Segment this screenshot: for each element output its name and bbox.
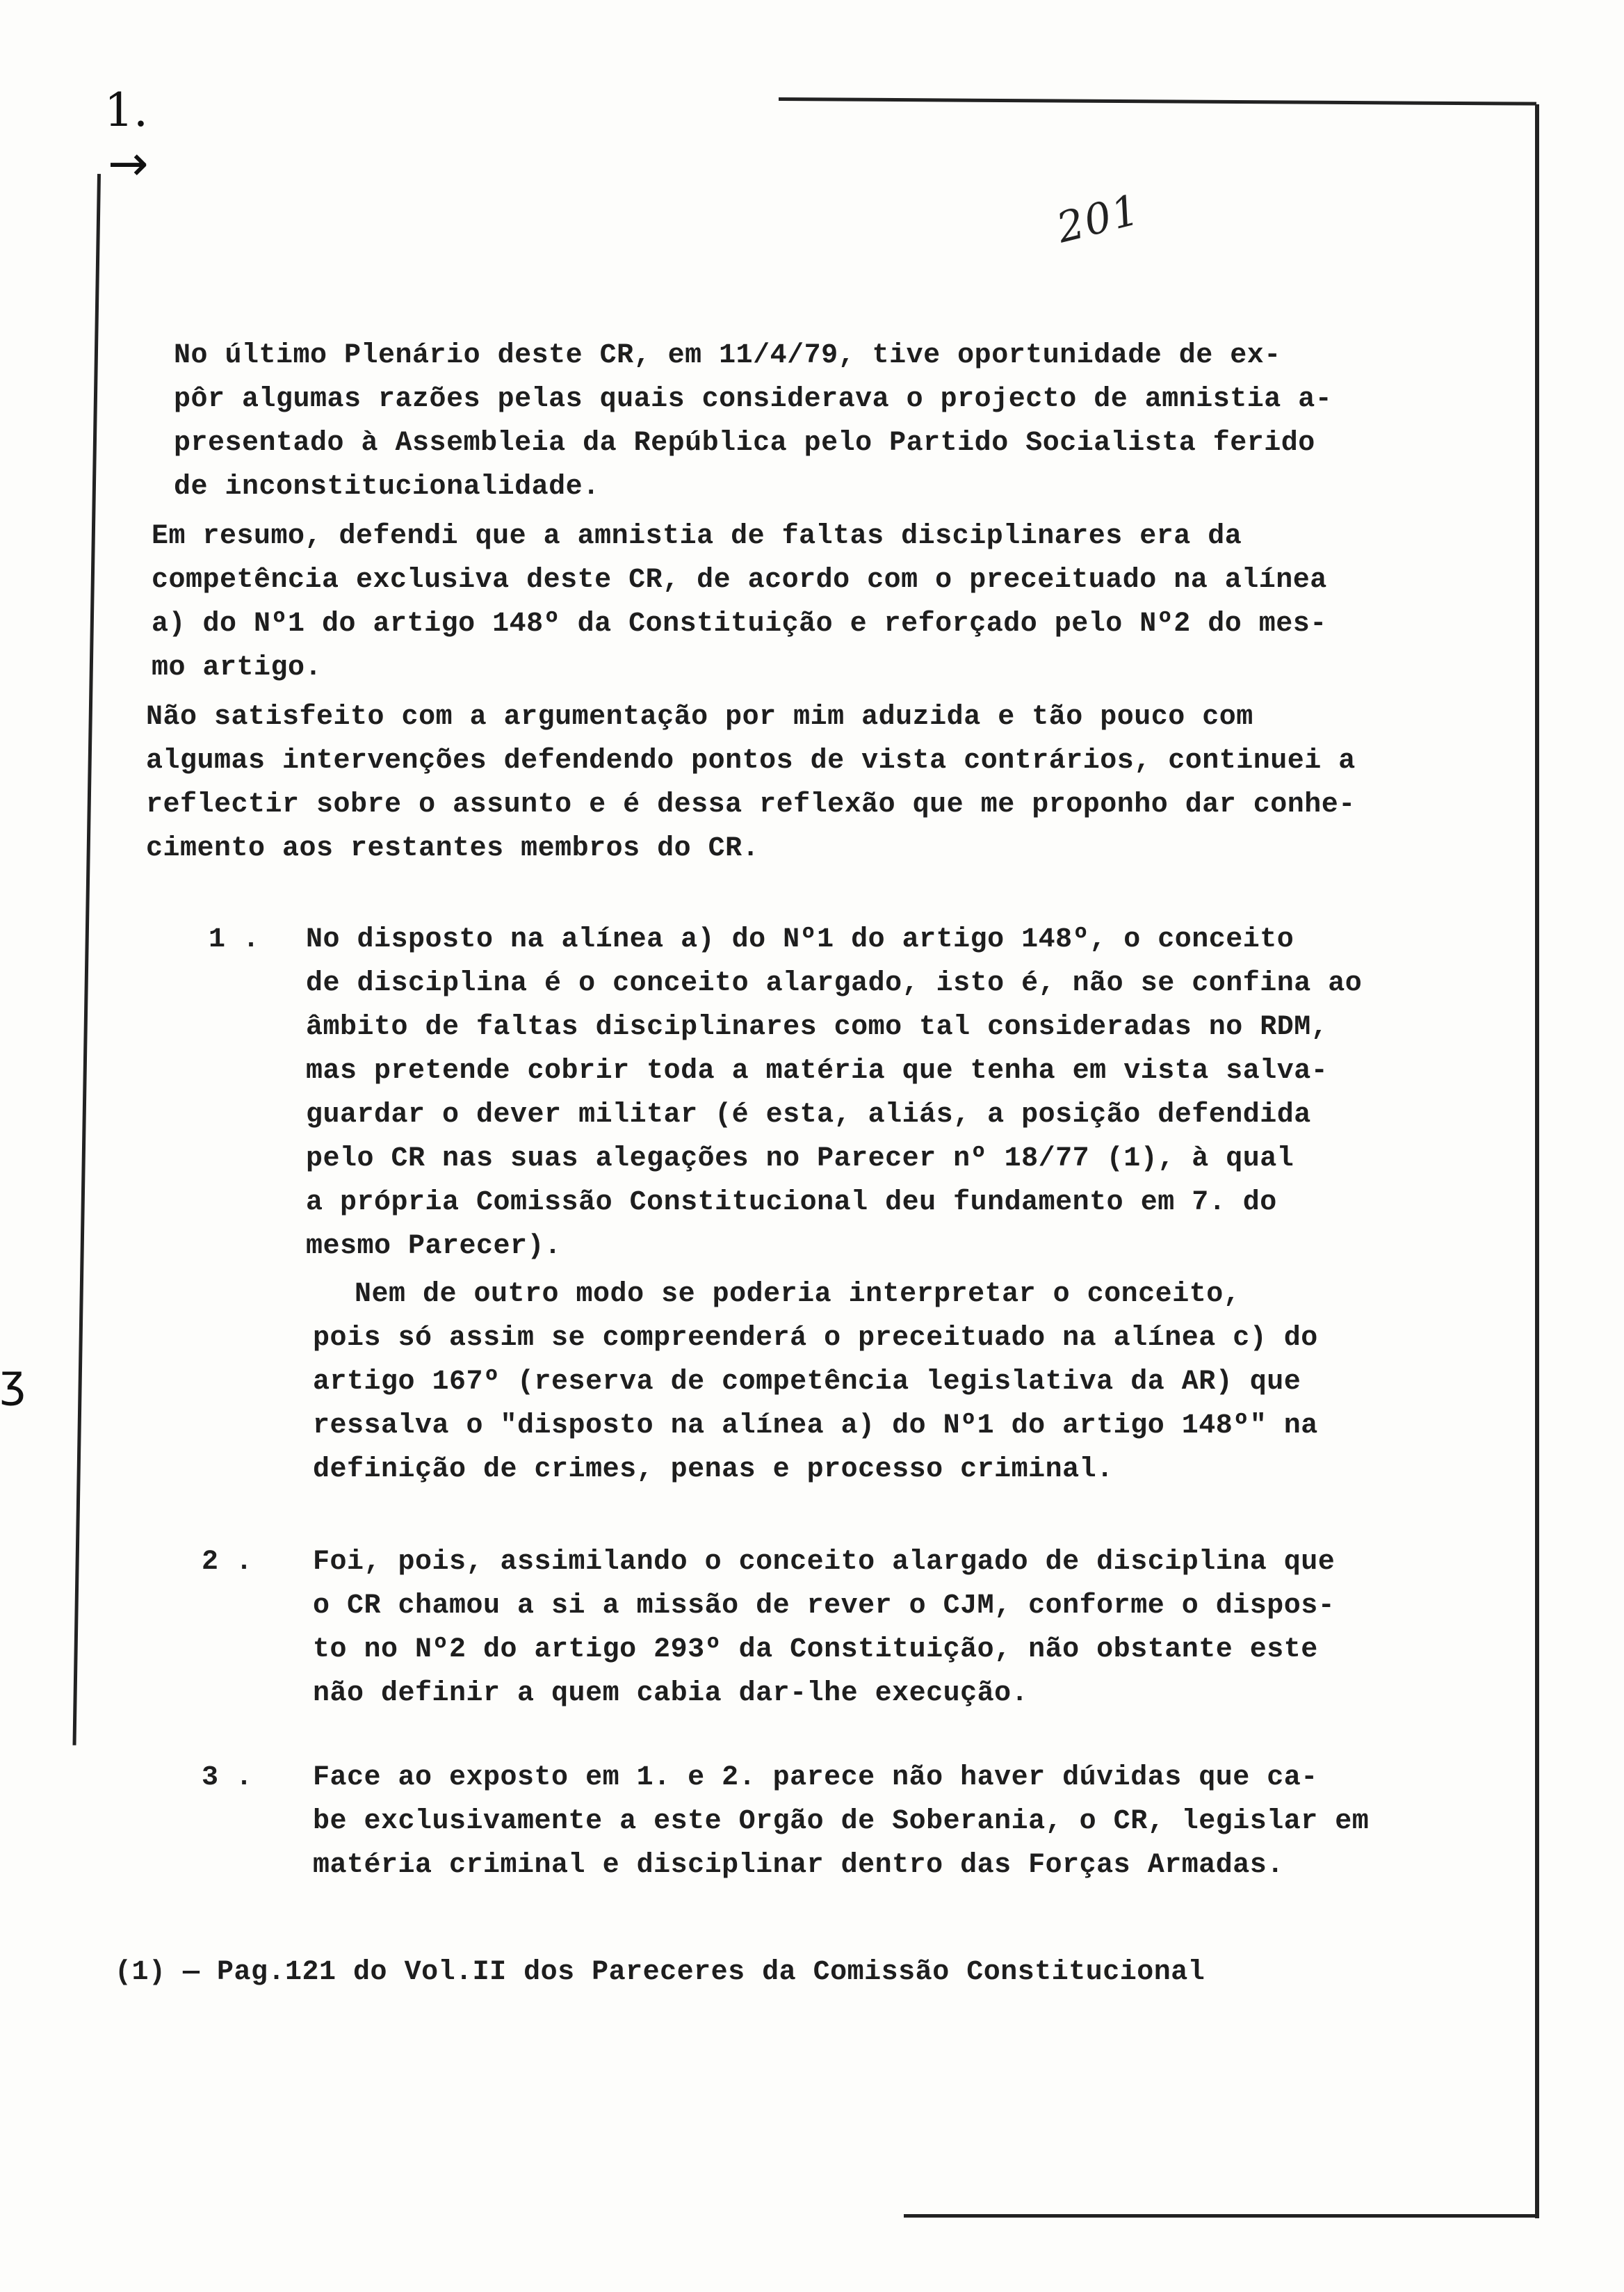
item-line: pelo CR nas suas alegações no Parecer nº 18/77 (1), à qual bbox=[306, 1143, 1294, 1175]
item-line: artigo 167º (reserva de competência legislativa da AR) que bbox=[313, 1366, 1301, 1398]
item-line: mesmo Parecer). bbox=[306, 1231, 562, 1262]
binder-clip-mark: ʒ bbox=[0, 1356, 26, 1407]
item-line: o CR chamou a si a missão de rever o CJM, conforme o dispos- bbox=[313, 1590, 1335, 1622]
paragraph-line: de inconstitucionalidade. bbox=[174, 471, 600, 503]
page-number: 1. bbox=[104, 83, 148, 137]
item-line: definição de crimes, penas e processo criminal. bbox=[313, 1454, 1114, 1485]
paragraph-line: No último Plenário deste CR, em 11/4/79, tive oportunidade de ex- bbox=[174, 340, 1281, 371]
paragraph-3 bbox=[146, 695, 1356, 871]
item-line bbox=[313, 1273, 1318, 1316]
item-line: pois só assim se compreenderá o preceituado na alínea c) do bbox=[313, 1323, 1318, 1354]
item-line: ressalva o "disposto na alínea a) do Nº1 do artigo 148º" na bbox=[313, 1410, 1318, 1442]
paragraph-line: reflectir sobre o assunto e é dessa reflexão que me proponho dar conhe- bbox=[146, 789, 1356, 821]
item-line: Foi, pois, assimilando o conceito alargado de disciplina que bbox=[313, 1547, 1335, 1578]
paragraph-line: mo artigo. bbox=[152, 652, 323, 684]
item-line: não definir a quem cabia dar-lhe execução. bbox=[313, 1678, 1029, 1709]
frame-top-line bbox=[779, 97, 1536, 106]
item-line: to no Nº2 do artigo 293º da Constituição, não obstante este bbox=[313, 1634, 1318, 1665]
item-number-2: 2 . bbox=[202, 1547, 253, 1578]
item-3 bbox=[313, 1756, 1369, 1887]
paragraph-line: pôr algumas razões pelas quais considerava o projecto de amnistia a- bbox=[174, 384, 1333, 415]
paragraph-line: presentado à Assembleia da República pelo Partido Socialista ferido bbox=[174, 428, 1315, 459]
left-margin-line bbox=[73, 174, 101, 1745]
item-line-text: Nem de outro modo se poderia interpretar o conceito, bbox=[355, 1279, 1241, 1310]
paragraph-1 bbox=[174, 334, 1332, 509]
frame-right-line bbox=[1535, 104, 1539, 2218]
item-line: be exclusivamente a este Orgão de Soberania, o CR, legislar em bbox=[313, 1806, 1370, 1837]
handwritten-note: 201 bbox=[1052, 185, 1146, 253]
item-line: âmbito de faltas disciplinares como tal consideradas no RDM, bbox=[306, 1012, 1329, 1043]
item-2 bbox=[313, 1540, 1335, 1716]
paragraph-line: algumas intervenções defendendo pontos de vista contrários, continuei a bbox=[146, 745, 1356, 777]
item-1 bbox=[306, 918, 1362, 1268]
item-line: Face ao exposto em 1. e 2. parece não haver dúvidas que ca- bbox=[313, 1762, 1318, 1793]
item-line: No disposto na alínea a) do Nº1 do artigo 148º, o conceito bbox=[306, 924, 1294, 955]
paragraph-line: a) do Nº1 do artigo 148º da Constituição e reforçado pelo Nº2 do mes- bbox=[152, 608, 1327, 640]
paragraph-line: Em resumo, defendi que a amnistia de faltas disciplinares era da bbox=[152, 521, 1242, 552]
item-line: guardar o dever militar (é esta, aliás, a posição defendida bbox=[306, 1099, 1311, 1131]
paragraph-2 bbox=[152, 515, 1327, 690]
item-line: de disciplina é o conceito alargado, isto é, não se confina ao bbox=[306, 968, 1363, 999]
footnote: (1) — Pag.121 do Vol.II dos Pareceres da Comissão Constitucional bbox=[115, 1957, 1205, 1988]
paragraph-line: cimento aos restantes membros do CR. bbox=[146, 833, 760, 864]
item-line: mas pretende cobrir toda a matéria que tenha em vista salva- bbox=[306, 1056, 1329, 1087]
item-line: a própria Comissão Constitucional deu fundamento em 7. do bbox=[306, 1187, 1277, 1218]
frame-bottom-line bbox=[904, 2214, 1536, 2218]
item-number-1: 1 . bbox=[209, 924, 260, 955]
item-1-continuation bbox=[313, 1273, 1318, 1492]
margin-arrow-mark: → bbox=[108, 135, 149, 192]
paragraph-line: competência exclusiva deste CR, de acordo com o preceituado na alínea bbox=[152, 565, 1327, 596]
item-number-3: 3 . bbox=[202, 1762, 253, 1793]
item-line: matéria criminal e disciplinar dentro das Forças Armadas. bbox=[313, 1850, 1284, 1881]
paragraph-line: Não satisfeito com a argumentação por mim aduzida e tão pouco com bbox=[146, 702, 1253, 733]
